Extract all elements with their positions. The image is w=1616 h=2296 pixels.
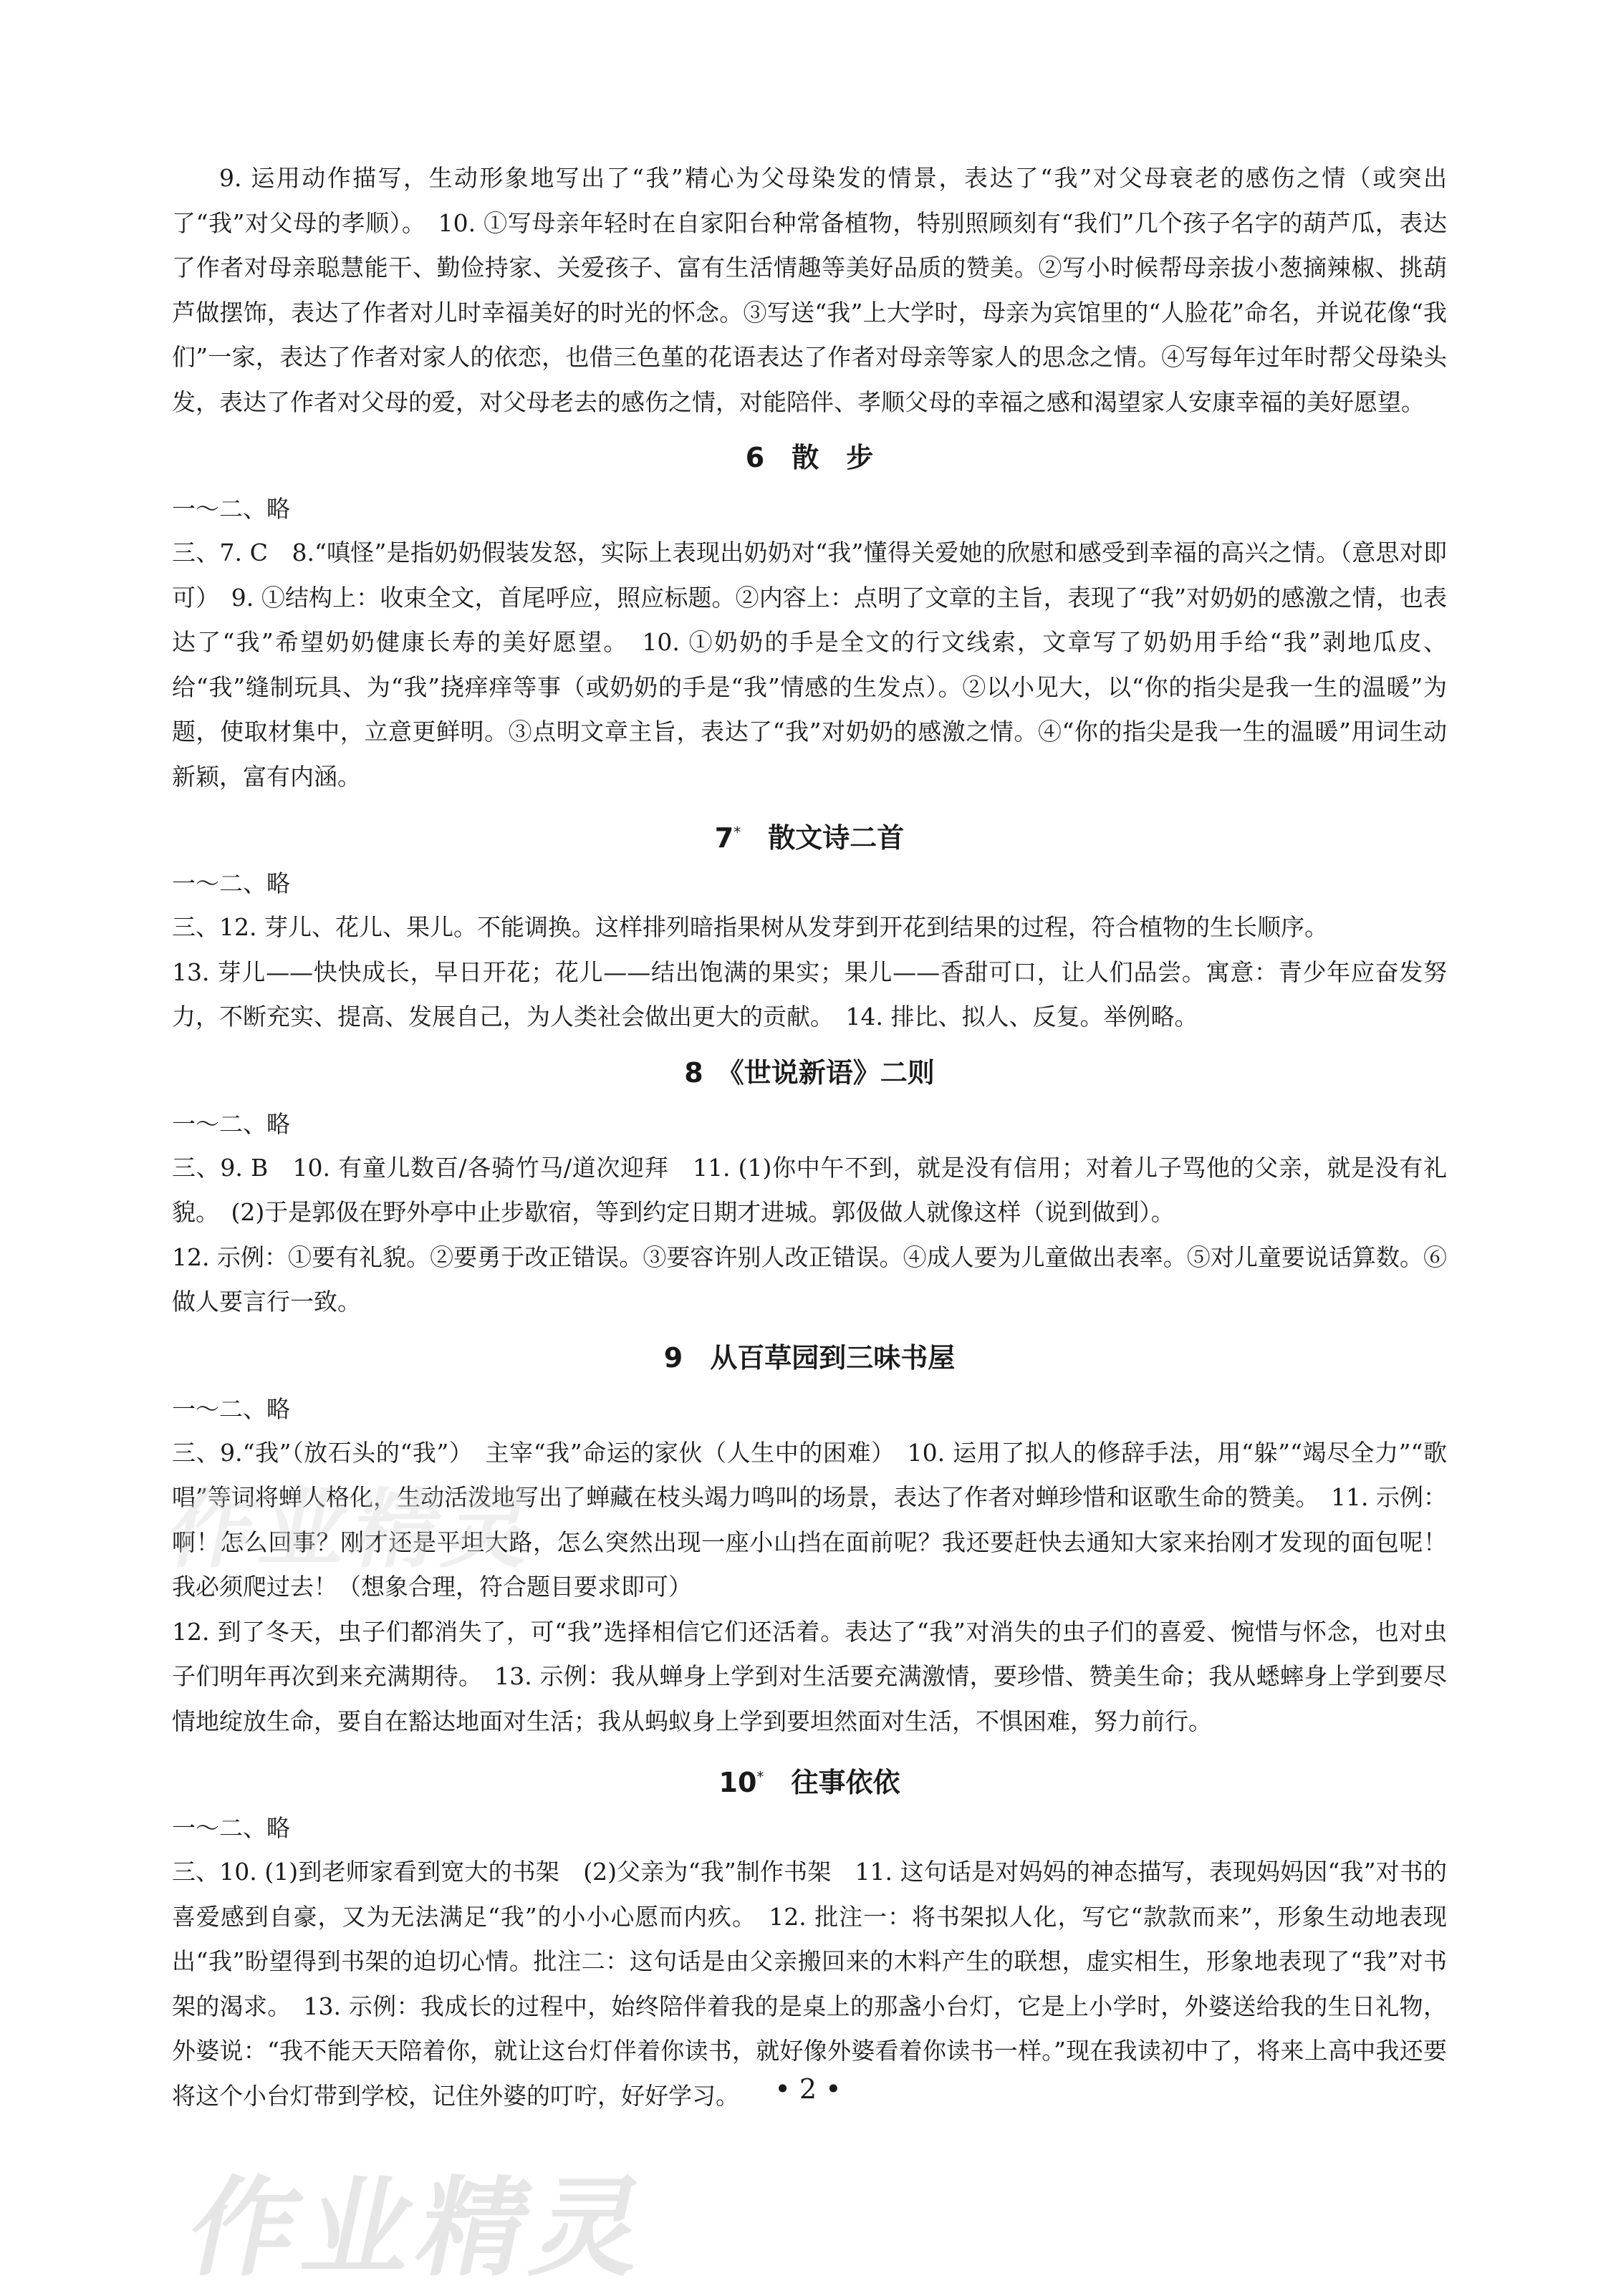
lesson8-answers-2: 12. 示例：①要有礼貌。②要勇于改正错误。③要容许别人改正错误。④成人要为儿童做出表率。⑤对儿童要说话算数。⑥做人要言行一致。 bbox=[172, 1243, 1447, 1316]
watermark-logo: 作业精灵 bbox=[178, 2166, 663, 2291]
lesson8-title: 8 《世说新语》二则 bbox=[684, 1056, 935, 1089]
lesson10-title bbox=[172, 1747, 1447, 1807]
watermark-mid: 作业精灵 bbox=[159, 1480, 548, 1580]
lesson7-title bbox=[172, 802, 1447, 862]
lesson8-answers-1: 三、9. B 10. 有童儿数百/各骑竹马/道次迎拜 11. (1)你中午不到，就是没有信用；对着儿子骂他的父亲，就是没有礼貌。 (2)于是郭伋在野外亭中止步歇宿，等到约定日期才进城。郭伋做人就像这样（说到做到）。 bbox=[172, 1153, 1447, 1226]
lesson10-answers: 三、10. (1)到老师家看到宽大的书架 (2)父亲为“我”制作书架 11. 这句话是对妈妈的神态描写，表现妈妈因“我”对书的喜爱感到自豪，又为无法满足“我”的小小心愿而内疚。 12. 批注一：将书架拟人化，写它“款款而来”，形象生动地表现出“我”盼望得到书架的迫切心情。批注二：这句话是由父亲搬回来的木料产生的联想，虚实相生，形象地表现了“我”对书架的渴求。 13. 示例：我成长的过程中，始终陪伴着我的是桌上的那盏小台灯，它是上小学时，外婆送给我的生日礼物，外婆说：“我不能天天陪着你，就让这台灯伴着你读书，就好像外婆看着你读书一样。”现在我读初中了，将来上高中我还要将这个小台灯带到学校，记住外婆的叮咛，好好学习。 bbox=[172, 1858, 1447, 2110]
optional-marker: * bbox=[756, 1768, 764, 1785]
lesson6-skip: 一～二、略 bbox=[172, 495, 290, 523]
lesson10-number: 10 bbox=[718, 1767, 757, 1798]
lesson9-answers-2: 12. 到了冬天，虫子们都消失了，可“我”选择相信它们还活着。表达了“我”对消失的虫子们的喜爱、惋惜与怀念，也对虫子们明年再次到来充满期待。 13. 示例：我从蝉身上学到对生活要充满激情，要珍惜、赞美生命；我从蟋蟀身上学到要尽情地绽放生命，要自在豁达地面对生活；我从蚂蚁身上学到要坦然面对生活，不惧困难，努力前行。 bbox=[172, 1617, 1447, 1735]
lesson9-skip: 一～二、略 bbox=[172, 1394, 290, 1423]
lesson7-answers-1: 三、12. 芽儿、花儿、果儿。不能调换。这样排列暗指果树从发芽到开花到结果的过程，符合植物的生长顺序。 bbox=[172, 913, 1328, 941]
lesson9-title: 9 从百草园到三味书屋 bbox=[663, 1341, 956, 1374]
answer-page bbox=[172, 156, 1447, 2118]
lesson7-name: 散文诗二首 bbox=[768, 822, 905, 854]
page-number: • 2 • bbox=[774, 2073, 842, 2105]
lesson9-answers-1: 三、9.“我”（放石头的“我”） 主宰“我”命运的家伙（人生中的困难） 10. 运用了拟人的修辞手法，用“躲”“竭尽全力”“歌唱”等词将蝉人格化，生动活泼地写出了蝉藏在枝头竭力鸣叫的场景，表达了作者对蝉珍惜和讴歌生命的赞美。 11. 示例：啊！怎么回事？刚才还是平坦大路，怎么突然出现一座小山挡在面前呢？我还要赶快去通知大家来抬刚才发现的面包呢！我必须爬过去！（想象合理，符合题目要求即可） bbox=[172, 1438, 1447, 1601]
lesson7-answers-2: 13. 芽儿——快快成长，早日开花；花儿——结出饱满的果实；果儿——香甜可口，让人们品尝。寓意：青少年应奋发努力，不断充实、提高、发展自己，为人类社会做出更大的贡献。 14. 排比、拟人、反复。举例略。 bbox=[172, 958, 1447, 1031]
lesson8-skip: 一～二、略 bbox=[172, 1109, 290, 1138]
lesson6-answers: 三、7. C 8.“嗔怪”是指奶奶假装发怒，实际上表现出奶奶对“我”懂得关爱她的欣慰和感受到幸福的高兴之情。（意思对即可） 9. ①结构上：收束全文，首尾呼应，照应标题。②内容上：点明了文章的主旨，表现了“我”对奶奶的感激之情，也表达了“我”希望奶奶健康长寿的美好愿望。 10. ①奶奶的手是全文的行文线索，文章写了奶奶用手给“我”剥地瓜皮、给“我”缝制玩具、为“我”挠痒痒等事（或奶奶的手是“我”情感的生发点）。②以小见大，以“你的指尖是我一生的温暖”为题，使取材集中，立意更鲜明。③点明文章主旨，表达了“我”对奶奶的感激之情。④“你的指尖是我一生的温暖”用词生动新颖，富有内涵。 bbox=[172, 539, 1447, 791]
lesson5-answers: 9. 运用动作描写，生动形象地写出了“我”精心为父母染发的情景，表达了“我”对父母衰老的感伤之情（或突出了“我”对父母的孝顺）。 10. ①写母亲年轻时在自家阳台种常备植物，特别照顾刻有“我们”几个孩子名字的葫芦瓜，表达了作者对母亲聪慧能干、勤俭持家、关爱孩子、富有生活情趣等美好品质的赞美。②写小时候帮母亲拔小葱摘辣椒、挑葫芦做摆饰，表达了作者对儿时幸福美好的时光的怀念。③写送“我”上大学时，母亲为宾馆里的“人脸花”命名，并说花像“我们”一家，表达了作者对家人的依恋，也借三色堇的花语表达了作者对母亲等家人的思念之情。④写每年过年时帮父母染头发，表达了作者对父母的爱，对父母老去的感伤之情，对能陪伴、孝顺父母的幸福之感和渴望家人安康幸福的美好愿望。 bbox=[172, 164, 1447, 416]
lesson10-skip: 一～二、略 bbox=[172, 1814, 290, 1842]
optional-marker: * bbox=[734, 824, 741, 841]
lesson6-title: 6 散 步 bbox=[745, 442, 874, 473]
lesson10-name: 往事依依 bbox=[791, 1767, 900, 1798]
lesson7-skip: 一～二、略 bbox=[172, 869, 290, 897]
lesson7-number: 7 bbox=[714, 822, 734, 854]
